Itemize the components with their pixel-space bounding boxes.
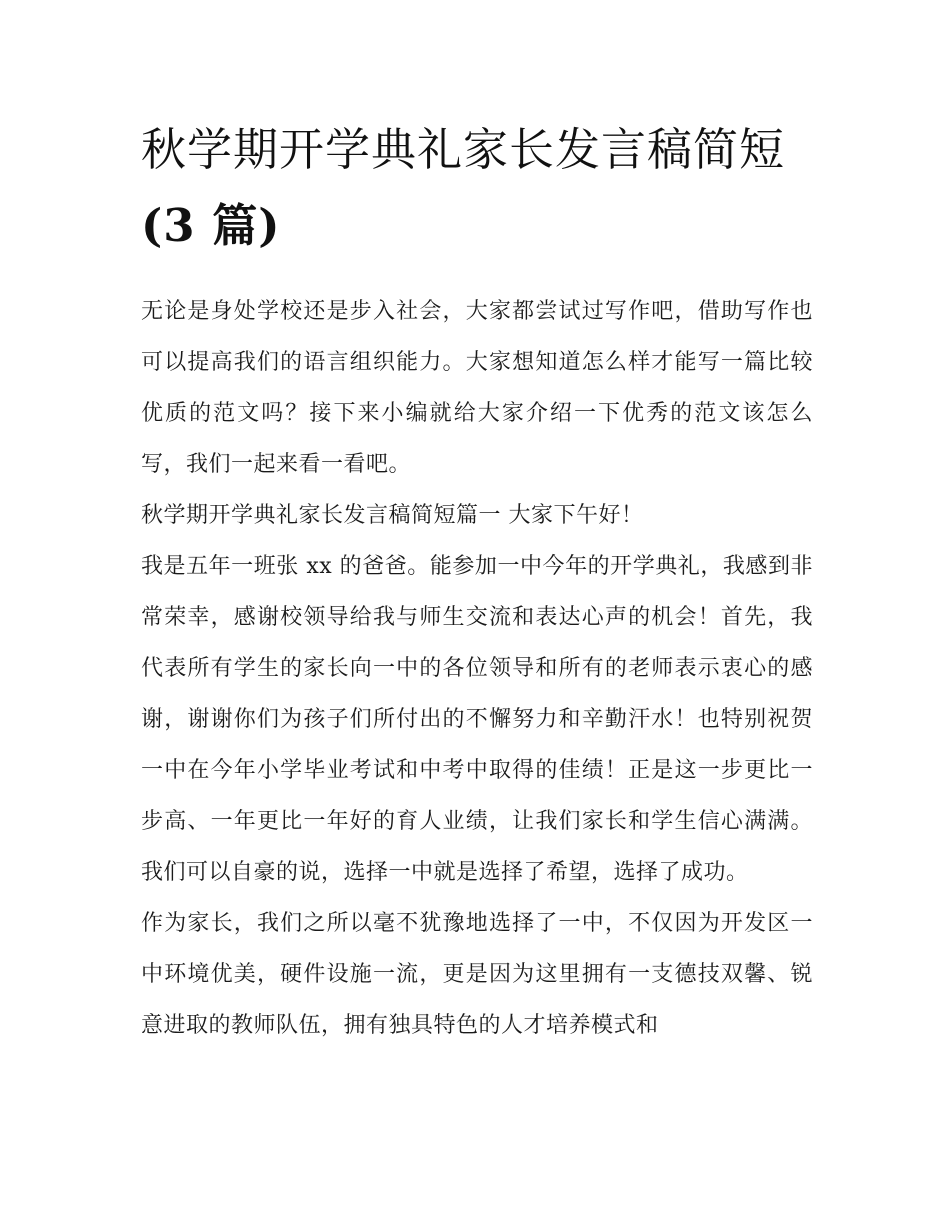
intro-paragraph: 无论是身处学校还是步入社会，大家都尝试过写作吧，借助写作也可以提高我们的语言组织能力。大家想知道怎么样才能写一篇比较优质的范文吗？接下来小编就给大家介绍一下优秀的范文该怎么写，我们一起来看一看吧。 xyxy=(141,299,813,477)
document-title xyxy=(141,112,813,264)
document-body xyxy=(141,286,813,1051)
title-text: 秋学期开学典礼家长发言稿简短 xyxy=(141,123,786,176)
speech-paragraph-1: 我是五年一班张 xx 的爸爸。能参加一中今年的开学典礼，我感到非常荣幸，感谢校领导给我与师生交流和表达心声的机会！首先，我代表所有学生的家长向一中的各位领导和所有的老师表示衷心的感谢，谢谢你们为孩子们所付出的不懈努力和辛勤汗水！也特别祝贺一中在今年小学毕业考试和中考中取得的佳绩！正是这一步更比一步高、一年更比一年好的育人业绩，让我们家长和学生信心满满。我们可以自豪的说，选择一中就是选择了希望，选择了成功。 xyxy=(141,554,813,885)
document-content xyxy=(141,112,813,1051)
title-count: (3 篇) xyxy=(141,199,281,252)
section-heading-paragraph: 秋学期开学典礼家长发言稿简短篇一 大家下午好！ xyxy=(141,503,644,528)
speech-paragraph-2: 作为家长，我们之所以毫不犹豫地选择了一中，不仅因为开发区一中环境优美，硬件设施一流，更是因为这里拥有一支德技双馨、锐意进取的教师队伍，拥有独具特色的人才培养模式和 xyxy=(141,911,813,1038)
